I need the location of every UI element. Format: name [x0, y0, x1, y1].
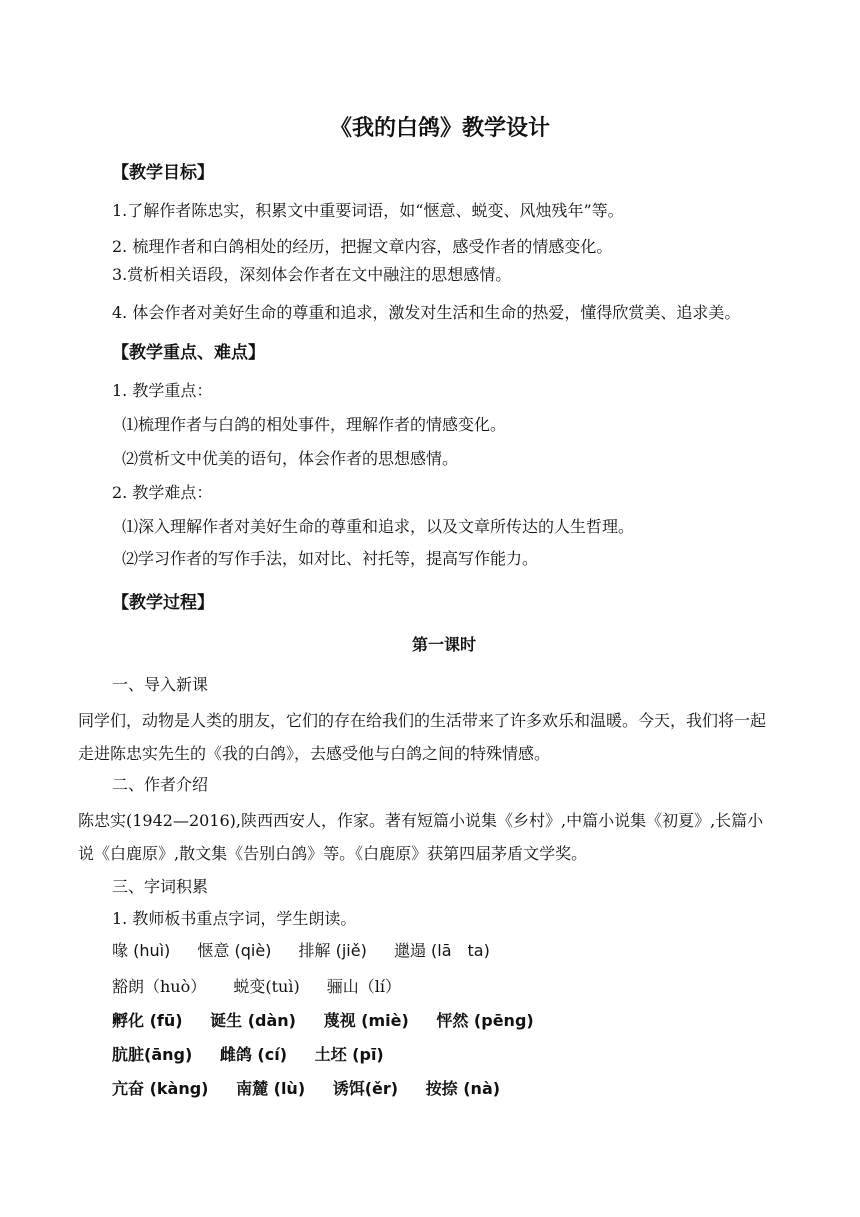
vocabulary-word: 邋遢 (lā ta) — [393, 941, 490, 960]
vocabulary-row — [112, 976, 423, 998]
vocabulary-row — [112, 1078, 522, 1100]
vocabulary-word: 按捺 (nà) — [425, 1079, 501, 1098]
author-paragraph: 陈忠实(1942—2016),陕西西安人，作家。著有短篇小说集《乡村》,中篇小说集《初夏》,长篇小说《白鹿原》,散文集《告别白鸽》等。《白鹿原》获第四届茅盾文学奖。 — [78, 811, 764, 863]
section-title-author: 二、作者介绍 — [112, 775, 209, 794]
goal-item: 3.赏析相关语段，深刻体会作者在文中融注的思想感情。 — [112, 265, 512, 284]
section-title-vocabulary: 三、字词积累 — [112, 877, 209, 896]
vocabulary-row — [112, 940, 512, 962]
lesson-title: 第一课时 — [412, 635, 477, 654]
vocabulary-word: 蔑视 (miè) — [323, 1011, 409, 1030]
vocabulary-word: 蜕变(tuì) — [233, 977, 300, 996]
goal-item: 1.了解作者陈忠实，积累文中重要词语，如“惬意、蜕变、风烛残年”等。 — [112, 201, 624, 220]
vocabulary-word: 诱饵(ěr) — [332, 1079, 399, 1098]
vocabulary-word: 孵化 (fū) — [112, 1011, 183, 1030]
vocabulary-word: 雌鸽 (cí) — [219, 1045, 288, 1064]
vocabulary-word: 亢奋 (kàng) — [112, 1079, 209, 1098]
difficult-points-label: 2. 教学难点： — [112, 483, 213, 502]
vocabulary-word: 土坯 (pī) — [314, 1045, 384, 1064]
vocabulary-row — [112, 1010, 556, 1032]
vocabulary-intro: 1. 教师板书重点字词，学生朗读。 — [112, 909, 357, 928]
difficult-point-item: ⑵学习作者的写作手法，如对比、衬托等，提高写作能力。 — [122, 549, 539, 568]
vocabulary-word: 肮脏(āng) — [112, 1045, 193, 1064]
document-title: 《我的白鸽》教学设计 — [330, 115, 551, 141]
vocabulary-row — [112, 1044, 406, 1066]
vocabulary-word: 骊山（lí） — [326, 977, 402, 996]
process-heading: 【教学过程】 — [112, 593, 214, 613]
goals-heading: 【教学目标】 — [112, 163, 214, 183]
vocabulary-word: 喙 (huì) — [112, 941, 171, 960]
vocabulary-word: 豁朗（huò） — [112, 977, 207, 996]
key-points-label: 1. 教学重点： — [112, 381, 213, 400]
intro-paragraph: 同学们，动物是人类的朋友，它们的存在给我们的生活带来了许多欢乐和温暖。今天，我们将一起走进陈忠实先生的《我的白鸽》，去感受他与白鸽之间的特殊情感。 — [78, 711, 767, 763]
goal-item: 2. 梳理作者和白鸽相处的经历，把握文章内容，感受作者的情感变化。 — [112, 237, 613, 256]
vocabulary-word: 惬意 (qiè) — [197, 941, 272, 960]
vocabulary-word: 南麓 (lù) — [236, 1079, 306, 1098]
vocabulary-word: 排解 (jiě) — [298, 941, 367, 960]
vocabulary-word: 怦然 (pēng) — [436, 1011, 534, 1030]
vocabulary-word: 诞生 (dàn) — [210, 1011, 296, 1030]
key-point-item: ⑵赏析文中优美的语句，体会作者的思想感情。 — [122, 449, 459, 468]
key-point-item: ⑴梳理作者与白鸽的相处事件，理解作者的情感变化。 — [122, 415, 507, 434]
difficult-point-item: ⑴深入理解作者对美好生命的尊重和追求，以及文章所传达的人生哲理。 — [122, 517, 635, 536]
goal-item: 4. 体会作者对美好生命的尊重和追求，激发对生活和生命的热爱，懂得欣赏美、追求美。 — [112, 303, 741, 322]
focus-heading: 【教学重点、难点】 — [112, 343, 265, 363]
section-title-intro: 一、导入新课 — [112, 675, 209, 694]
